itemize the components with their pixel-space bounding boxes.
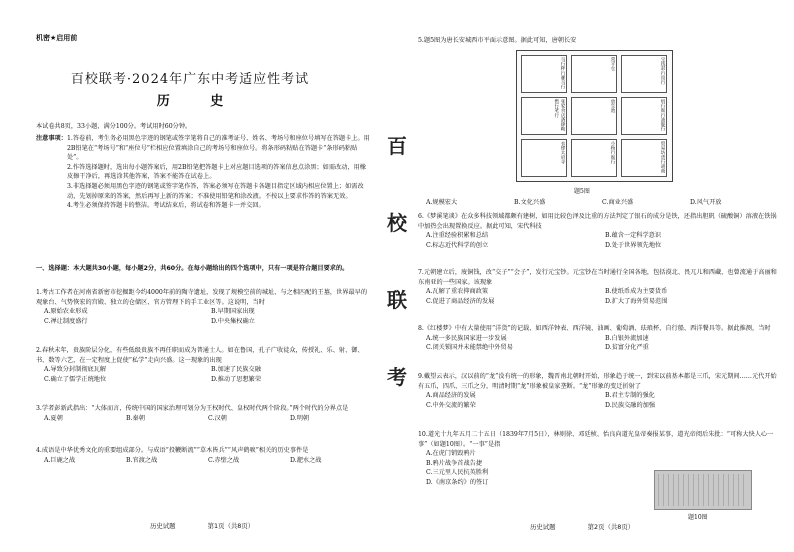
question-stem: 9.戴望云表示，汉以前的“龙”没有统一的形象，魏晋南北朝时开始，形象趋于统一，到宋以前基本都是三爪，宋元期间……元代开始有五爪，四爪、三爪之分，明清时期“龙”形象被皇家垄断。“龙”形象的变迁折射了 — [418, 373, 777, 390]
notice-label: 注意事项： — [36, 135, 67, 142]
option-b[interactable]: B.加速了民族交融 — [211, 366, 261, 374]
option-a[interactable]: A.原始农业形成 — [44, 308, 88, 316]
map-cell: 衣肆太府寺 — [521, 139, 567, 177]
section-heading: 一、选择题：本大题共30小题，每小题2分，共60分。在每小题给出的四个选项中，只有一项是符合题目要求的。 — [36, 265, 349, 272]
question-stem: 3.学者彭新武指出：“大体而言，传统中国的国家治理可划分为王权时代、皇权时代两个阶段。”两个时代的分界点是 — [36, 405, 349, 412]
option-c[interactable]: C.汉朝 — [208, 414, 227, 422]
question-block — [36, 446, 372, 465]
map-cell: 小杨行麸行 — [571, 139, 617, 177]
exam-title: 百校联考·2024年广东中考适应性考试 — [70, 72, 310, 87]
watermark-char: 校 — [387, 211, 407, 235]
question-block — [418, 212, 778, 250]
figure-5-caption: 题5图 — [574, 188, 590, 195]
option-b[interactable]: B.文化兴盛 — [514, 199, 546, 206]
question-block — [36, 346, 372, 384]
question-stem: 5.题5图为唐长安城西市平面示意图。据此可知，唐朝长安 — [418, 37, 577, 44]
option-d[interactable]: D.扩大了海外贸易范围 — [605, 297, 668, 305]
map-cell: 宝钱彩行帛行 — [621, 55, 667, 93]
question-block — [36, 288, 372, 326]
option-a[interactable]: A.规模宏大 — [426, 199, 458, 206]
intro-text: 本试卷共8页，33小题，满分100分。考试用时60分钟。 — [36, 123, 192, 130]
option-c[interactable]: C.促进了商品经济的发展 — [426, 297, 495, 305]
exam-subject: 历 史 — [156, 94, 242, 109]
watermark — [386, 130, 408, 390]
footer-page: 第2页（共8页） — [587, 523, 635, 531]
option-a[interactable]: A.注重经验积累和总结 — [426, 232, 489, 240]
question-options — [418, 198, 778, 208]
option-b[interactable]: B.使纸币成为主要货币 — [605, 288, 668, 296]
option-d[interactable]: D.淝水之战 — [290, 456, 322, 464]
confidential-mark: 机密★启用前 — [36, 34, 78, 42]
option-b[interactable]: B.君主专制的强化 — [605, 392, 655, 400]
watermark-char: 百 — [387, 134, 407, 158]
option-c[interactable]: C.禅让制度盛行 — [44, 317, 88, 325]
memorial-document-photo — [654, 470, 752, 510]
option-d[interactable]: D.风气开放 — [690, 199, 722, 206]
option-c[interactable]: C.三元里人民抗英胜利 — [426, 469, 489, 477]
option-c[interactable]: C.标志近代科学的创立 — [426, 241, 489, 249]
notice-item: 4.考生必须保持答题卡的整洁。考试结束后，将试卷和答题卡一并交回。 — [66, 202, 265, 210]
footer — [150, 522, 254, 532]
option-d[interactable]: D.中央集权确立 — [211, 317, 255, 325]
option-b[interactable]: B.白银外流加速 — [605, 334, 649, 342]
question-stem: 8.《红楼梦》中有大量使用“洋货”的记载，如西洋钟表、西洋镜、油画、葡萄酒、珐琅杯、自行船、西洋餐具等。据此推测，当时 — [418, 325, 771, 332]
footer — [530, 522, 634, 531]
footer-subject: 历史试题 — [530, 523, 556, 531]
question-stem: 1.考古工作者在河南省新密市挖掘距今约4000年前的陶寺遗址，发现了规模空前的城址、与之相匹配的王墓，世界最早的观象台、气势恢宏的宫殿、独立的仓储区、官方管理下的手工业区等。这说明，当时 — [36, 289, 368, 306]
footer-subject: 历史试题 — [150, 522, 176, 530]
option-b[interactable]: B.蕴含一定科学意识 — [605, 232, 662, 240]
map-cell: 马行秤行骡马行 — [521, 55, 567, 93]
option-d[interactable]: D.《南京条约》的签订 — [426, 479, 489, 487]
option-a[interactable]: A.商品经济的发展 — [426, 392, 476, 400]
option-b[interactable]: B.鸦片战争首战告捷 — [426, 459, 483, 467]
watermark-char: 联 — [387, 288, 407, 312]
option-c[interactable]: C.闭关锁国并未能禁绝中外贸易 — [426, 344, 513, 352]
notices — [36, 134, 372, 211]
question-block — [418, 372, 778, 410]
left-page — [0, 0, 380, 552]
option-d[interactable]: D.推动了思想繁荣 — [211, 375, 262, 383]
option-a[interactable]: A.导致分封制彻底瓦解 — [44, 366, 107, 374]
option-a[interactable]: A.巨鹿之战 — [44, 456, 76, 464]
question-stem: 2.春秋末年，贵族阶层分化，有些低级贵族不再任职而成为普通士人。如在鲁国，孔子广收徒众，传授礼、乐、射、御、书、数等六艺，在一定程度上促使“私学”走向兴盛。这一现象的出现 — [36, 347, 364, 364]
west-market-map — [516, 50, 673, 182]
question-block — [36, 404, 372, 423]
question-stem: 6.《梦溪笔谈》在众多科技领域都颇有建树，如用比较色泽及比重的方法判定了银石的成分是铁，还指出胆矾（硫酸铜）溶液在铁锅中加热会出现置换反应。据此可知，宋代科技 — [418, 213, 777, 230]
figure-10-caption: 题10图 — [688, 514, 708, 521]
option-a[interactable]: A.瓦解了重农抑商政策 — [426, 288, 489, 296]
option-c[interactable]: C.商业兴盛 — [602, 199, 634, 206]
question-stem: 10.道光十九年五月二十五日（1839年7月5日），林则徐、邓廷桢、怡良向道光皇帝奏报某事，道光帝阅后朱批：“可称大快人心一事”（如题10图）。“一事”是指 — [418, 431, 774, 448]
option-c[interactable]: C.赤壁之战 — [208, 456, 240, 464]
map-cell: 绢行麸行油靛行 — [621, 97, 667, 135]
map-cell: 常平仓 — [571, 55, 617, 93]
map-cell: 张家食店酒肆鞍辔行笔行 — [521, 97, 567, 135]
footer-page: 第1页（共8页） — [207, 522, 255, 530]
option-d[interactable]: D.明朝 — [290, 414, 310, 422]
question-stem: 4.成语是中华优秀文化的重要组成部分。与成语“投鞭断流”“草木皆兵”“风声鹤唳”相关的历史事件是 — [36, 447, 309, 454]
map-cell: 贸易坊货行胡商 — [621, 139, 667, 177]
notice-item: 2.作答选择题时，选出每小题答案后，用2B铅笔把答题卡上对应题目选项的答案信息点涂黑；如需改动，用橡皮擦干净后，再选涂其他答案，答案不能答在试卷上。 — [66, 163, 366, 181]
question-block — [418, 268, 778, 306]
option-c[interactable]: C.确立了儒学正统地位 — [44, 375, 107, 383]
question-block — [418, 324, 778, 353]
map-cell: 放生池 — [571, 97, 617, 135]
option-b[interactable]: B.秦朝 — [126, 414, 145, 422]
option-b[interactable]: B.早期国家出现 — [211, 308, 255, 316]
question-stem: 7.元朝建立后，废铜钱，改“交子”“会子”，发行元宝钞。元宝钞在当时通行全国各地，包括漠北、畏兀儿和西藏，也曾流通于高丽和东南亚的一些国家。该现象 — [418, 269, 777, 286]
option-d[interactable]: D.处于世界领先地位 — [605, 241, 662, 249]
option-d[interactable]: D.贫富分化严重 — [605, 344, 649, 352]
option-c[interactable]: C.中外交流的繁荣 — [426, 401, 476, 409]
watermark-char: 考 — [387, 365, 407, 389]
option-a[interactable]: A.在虎门销毁鸦片 — [426, 450, 476, 458]
option-a[interactable]: A.统一多民族国家进一步发展 — [426, 334, 507, 342]
notice-item: 1.答卷前，考生务必用黑色字迹的钢笔或签字笔将自己的准考证号、姓名、考场号和座位号填写在答题卡上。用2B铅笔在“考场号”和“座位号”栏相应位置填涂自己的考场号和座位号。将条形码粘贴在答题卡“条形码粘贴处”。 — [66, 135, 370, 162]
notice-item: 3.非选择题必须用黑色字迹的钢笔或签字笔作答，答案必须写在答题卡各题目指定区域内相应位置上；如需改动，先划掉原来的答案，然后再写上新的答案；不准使用铅笔和涂改液。不按以上要求作答的答案无效。 — [66, 183, 364, 200]
option-b[interactable]: B.官渡之战 — [126, 456, 158, 464]
option-d[interactable]: D.民族交融的加强 — [605, 401, 656, 409]
option-a[interactable]: A.夏朝 — [44, 414, 63, 422]
exam-intro — [36, 122, 372, 132]
